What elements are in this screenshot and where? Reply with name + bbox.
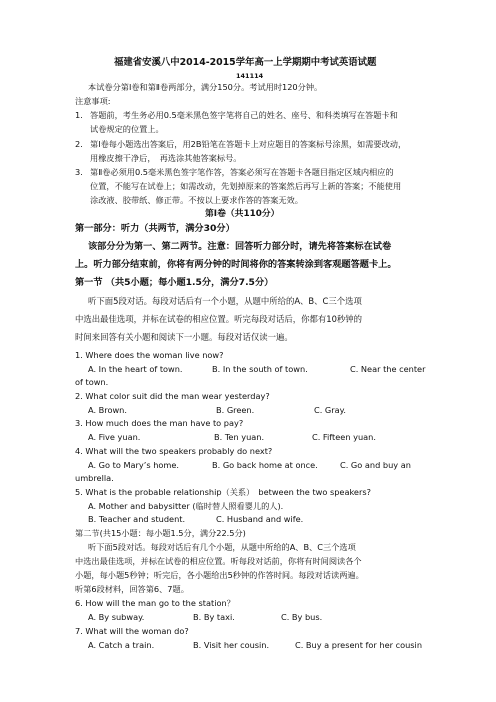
- part1-instruction-line-2: 上。听力部分结束前，你将有两分钟的时间将你的答案转涂到客观题答题卡上。: [75, 259, 397, 270]
- notice-2-line-1: 第Ⅰ卷每小题选出答案后，用2B铅笔在答题卡上对应题目的答案标号涂黑，如需要改动，: [90, 139, 407, 149]
- option-a: A. Brown.: [88, 405, 127, 415]
- option-a: A. In the heart of town.: [88, 364, 183, 374]
- section2-directions-line-3: 小题，每小题5秒钟；听完后，各小题给出5秒钟的作答时间。每段对话读两遍。: [75, 570, 364, 580]
- section2-directions-line-1: 听下面5段对话。每段对话后有几个小题，从题中所给的A、B、C三个选项: [88, 542, 356, 552]
- question-1: 1. Where does the woman live now?: [75, 350, 224, 360]
- option-c: C. Gray.: [314, 405, 346, 415]
- option-b: B. Teacher and student.: [88, 514, 186, 524]
- question-7-options: [88, 640, 422, 651]
- section1-directions-line-1: 听下面5段对话。每段对话后有一个小题，从题中所给的A、B、C三个选项: [88, 296, 362, 306]
- option-c: C. Husband and wife.: [216, 514, 304, 524]
- exam-intro: 本试卷分第Ⅰ卷和第Ⅱ卷两部分，满分150分。考试用时120分钟。: [88, 82, 323, 92]
- option-b: B. Green.: [216, 405, 255, 415]
- notice-1-line-2: 试卷规定的位置上。: [90, 124, 164, 134]
- question-3-options: [88, 432, 376, 443]
- notice-3-line-2: 位置，不能写在试卷上；如需改动，先划掉原来的答案然后再写上新的答案；不能使用: [90, 181, 402, 191]
- question-1-options: [88, 364, 425, 375]
- question-2: 2. What color suit did the man wear yesterday?: [75, 391, 270, 401]
- exam-title: 福建省安溪八中2014-2015学年高一上学期期中考试英语试题: [114, 57, 377, 68]
- notice-label: 注意事项:: [75, 96, 111, 106]
- notice-2-line-2: 用橡皮擦干净后， 再选涂其他答案标号。: [90, 153, 242, 163]
- question-5: 5. What is the probable relationship（关系） between the two speakers?: [75, 487, 371, 497]
- question-3: 3. How much does the man have to pay?: [75, 418, 244, 428]
- option-c: C. By bus.: [281, 612, 323, 622]
- question-4: 4. What will the two speakers probably do next?: [75, 446, 273, 456]
- section1-directions-line-2: 中选出最佳选项，并标在试卷的相应位置。听完每段对话后，你都有10秒钟的: [75, 314, 363, 324]
- part1-title: 第一部分：听力（共两节，满分30分）: [75, 223, 235, 234]
- option-b: B. Ten yuan.: [214, 432, 265, 442]
- option-c: C. Fifteen yuan.: [312, 432, 376, 442]
- option-b: B. By taxi.: [193, 612, 235, 622]
- option-a: A. Go to Mary’s home.: [88, 460, 180, 470]
- question-4-options: [88, 460, 411, 471]
- notice-1-number: 1.: [75, 110, 83, 120]
- notice-3-line-3: 涂改液、胶带纸、修正带。不按以上要求作答的答案无效。: [90, 195, 303, 205]
- part1-instruction-line-1: 该部分分为第一、第二两节。注意：回答听力部分时，请先将答案标在试卷: [88, 241, 392, 252]
- option-c: C. Go and buy an: [340, 460, 411, 470]
- option-c: C. Near the center: [350, 364, 426, 374]
- question-5-options: [88, 514, 303, 525]
- volume-title: 第Ⅰ卷（共110分）: [205, 209, 280, 219]
- section2-directions-line-4: 听第6段材料，回答第6、7题。: [75, 584, 189, 594]
- question-6-options: [88, 612, 322, 623]
- notice-2-number: 2.: [75, 139, 83, 149]
- question-4-option-c-continued: umbrella.: [75, 473, 114, 483]
- section1-directions-line-3: 时间来回答有关小题和阅读下一小题。每段对话仅读一遍。: [75, 332, 293, 342]
- option-b: B. Go back home at once.: [212, 460, 318, 470]
- question-2-options: [88, 405, 346, 416]
- option-a: A. Five yuan.: [88, 432, 141, 442]
- option-b: B. Visit her cousin.: [193, 640, 270, 650]
- question-7: 7. What will the woman do?: [75, 626, 189, 636]
- question-5-option-a: A. Mother and babysitter (临时替人照看婴儿的人).: [88, 501, 284, 511]
- exam-code: 141114: [236, 72, 264, 80]
- question-1-option-c-continued: of town.: [75, 377, 109, 387]
- notice-3-number: 3.: [75, 167, 83, 177]
- section2-title: 第二节(共15小题：每小题1.5分，满分22.5分): [75, 528, 246, 538]
- option-a: A. By subway.: [88, 612, 145, 622]
- section1-title: 第一节 （共5小题；每小题1.5分，满分7.5分）: [75, 277, 274, 288]
- option-c: C. Buy a present for her cousin: [295, 640, 423, 650]
- option-b: B. In the south of town.: [212, 364, 308, 374]
- section2-directions-line-2: 中选出最佳选项，并标在试卷的相应位置。听每段对话前，你将有时间阅读各个: [75, 556, 362, 566]
- notice-1-line-1: 答题前，考生务必用0.5毫米黑色签字笔将自己的姓名、座号、和科类填写在答题卡和: [90, 110, 398, 120]
- option-a: A. Catch a train.: [88, 640, 155, 650]
- notice-3-line-1: 第Ⅱ卷必须用0.5毫米黑色签字笔作答，答案必须写在答题卡各题目指定区域内相应的: [90, 167, 394, 177]
- question-6: 6. How will the man go to the station？: [75, 598, 235, 608]
